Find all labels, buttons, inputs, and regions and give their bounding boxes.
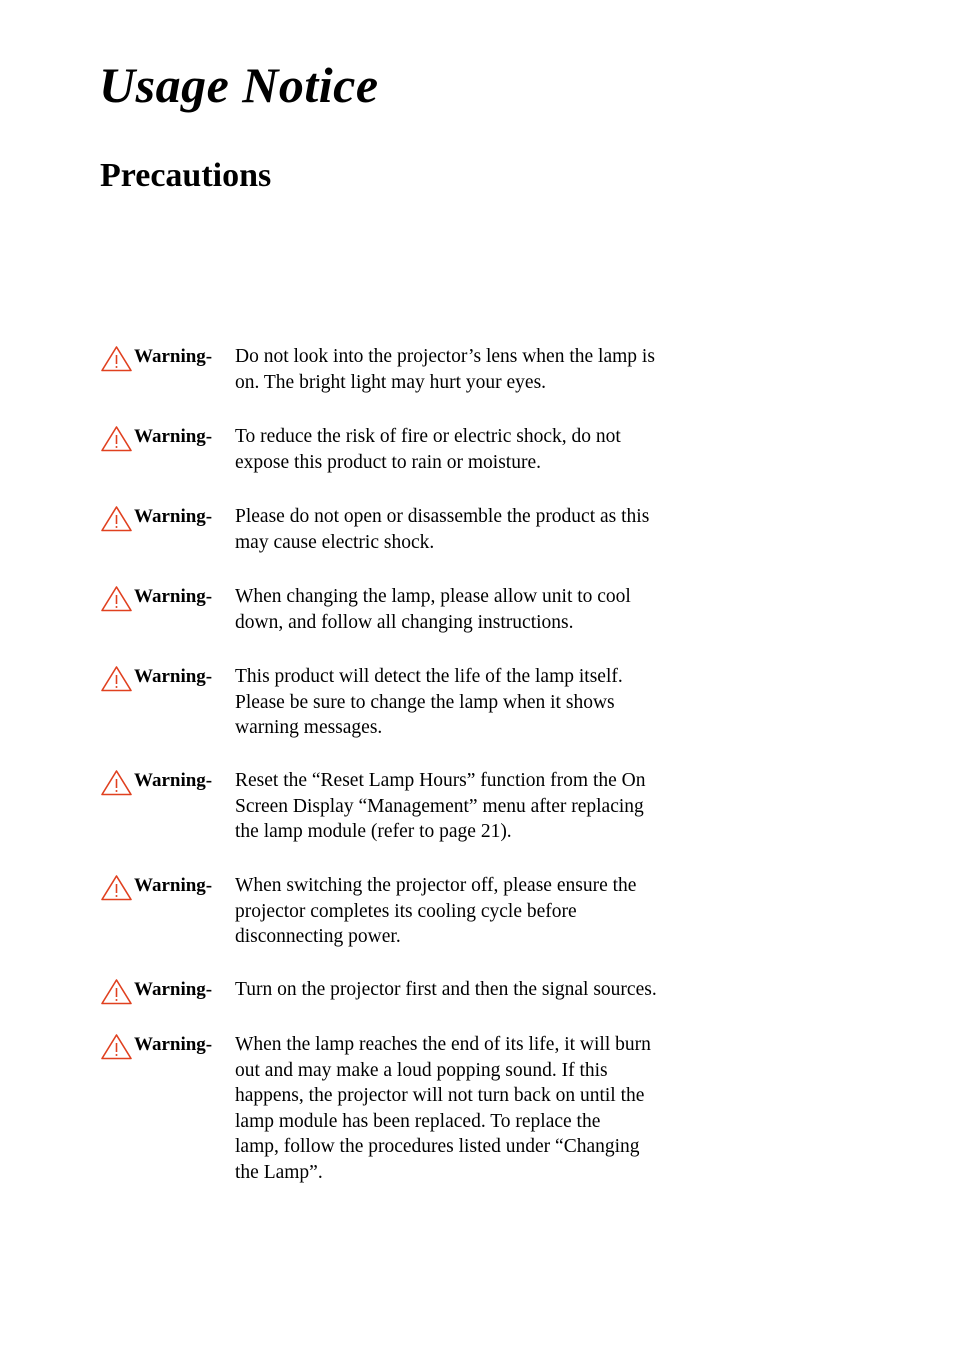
warning-text: Reset the “Reset Lamp Hours” function from the On Screen Display “Management” menu after replacing the lamp module (refer to page 21). bbox=[235, 770, 646, 842]
warning-text: Please do not open or disassemble the product as this may cause electric shock. bbox=[235, 506, 650, 553]
warning-label: Warning- bbox=[134, 1034, 213, 1055]
warning-triangle-icon bbox=[100, 874, 133, 901]
warning-text: This product will detect the life of the lamp itself. Please be sure to change the lamp when it shows warning messages. bbox=[235, 666, 623, 738]
warning-triangle-icon bbox=[100, 505, 133, 532]
warning-triangle-icon bbox=[100, 585, 133, 612]
warning-label: Warning- bbox=[134, 506, 213, 527]
warning-triangle-icon bbox=[100, 425, 133, 452]
warning-triangle-icon bbox=[100, 769, 133, 796]
warning-label: Warning- bbox=[134, 666, 213, 687]
warning-text: To reduce the risk of fire or electric shock, do not expose this product to rain or moisture. bbox=[235, 426, 621, 473]
warning-label: Warning- bbox=[134, 586, 213, 607]
warning-label: Warning- bbox=[134, 979, 213, 1000]
warning-text: Do not look into the projector’s lens when the lamp is on. The bright light may hurt your eyes. bbox=[235, 346, 655, 393]
warning-label: Warning- bbox=[134, 875, 213, 896]
section-title: Precautions bbox=[100, 157, 272, 194]
page-title: Usage Notice bbox=[99, 57, 379, 113]
warning-text: When changing the lamp, please allow unit to cool down, and follow all changing instructions. bbox=[235, 586, 631, 633]
warning-label: Warning- bbox=[134, 426, 213, 447]
warning-label: Warning- bbox=[134, 770, 213, 791]
warning-triangle-icon bbox=[100, 1033, 133, 1060]
warning-triangle-icon bbox=[100, 665, 133, 692]
warning-triangle-icon bbox=[100, 978, 133, 1005]
warning-label: Warning- bbox=[134, 346, 213, 367]
warning-text: Turn on the projector first and then the signal sources. bbox=[235, 979, 657, 1000]
warning-text: When the lamp reaches the end of its life, it will burn out and may make a loud popping sound. If this happens, the projector will not turn back on until the lamp module has been replaced. To replace the lamp, follow the procedures listed under “Changing the Lamp”. bbox=[235, 1034, 651, 1183]
warning-triangle-icon bbox=[100, 345, 133, 372]
warning-text: When switching the projector off, please ensure the projector completes its cooling cycle before disconnecting power. bbox=[235, 875, 637, 947]
